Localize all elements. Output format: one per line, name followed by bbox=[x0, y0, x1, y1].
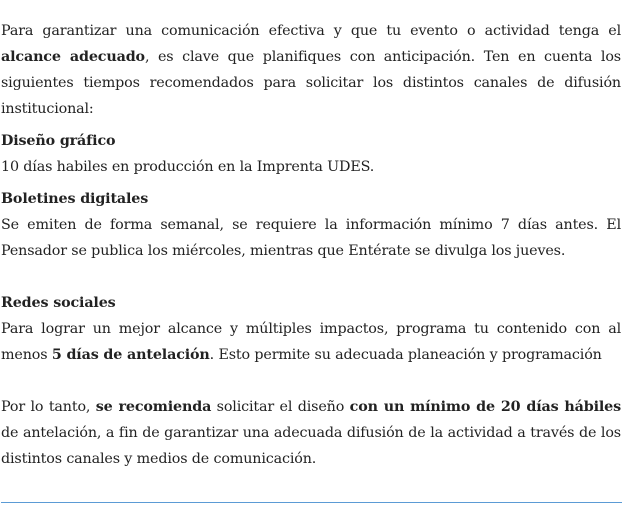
redes-heading: Redes sociales bbox=[1, 295, 116, 311]
boletines-heading: Boletines digitales bbox=[1, 191, 149, 207]
diseno-text: 10 días habiles en producción en la Imprenta UDES. bbox=[1, 159, 375, 175]
redes-paragraph bbox=[1, 316, 621, 368]
intro-bold-alcance: alcance adecuado bbox=[1, 49, 145, 65]
boletines-text: Se emiten de forma semanal, se requiere la información mínimo 7 días antes. El Pensador se publica los miércoles, mientras que Entérate se divulga los jueves. bbox=[1, 217, 621, 259]
intro-text-2: , es clave que planifiques con anticipación. Ten en cuenta los siguientes tiempos recomendados para solicitar los distintos canales de difusión institucional: bbox=[1, 49, 621, 117]
redes-text-1: Para lograr un mejor alcance y múltiples impactos, programa tu contenido con al menos bbox=[1, 321, 621, 363]
conclusion-text-2: solicitar el diseño bbox=[211, 399, 350, 415]
conclusion-text-1: Por lo tanto, bbox=[1, 399, 96, 415]
conclusion-bold-minimo: con un mínimo de 20 días hábiles bbox=[349, 399, 621, 415]
redes-bold-antelacion: 5 días de antelación bbox=[51, 347, 210, 363]
intro-text-1: Para garantizar una comunicación efectiva y que tu evento o actividad tenga el bbox=[1, 23, 621, 39]
diseno-heading: Diseño gráfico bbox=[1, 133, 116, 149]
conclusion-paragraph bbox=[1, 394, 621, 472]
conclusion-text-3: de antelación, a fin de garantizar una adecuada difusión de la actividad a través de los distintos canales y medios de comunicación. bbox=[1, 425, 621, 467]
horizontal-divider bbox=[1, 502, 622, 503]
conclusion-bold-recomienda: se recomienda bbox=[95, 399, 212, 415]
article-body bbox=[1, 18, 621, 472]
intro-paragraph bbox=[1, 18, 621, 122]
redes-text-2: . Esto permite su adecuada planeación y programación bbox=[209, 347, 602, 363]
